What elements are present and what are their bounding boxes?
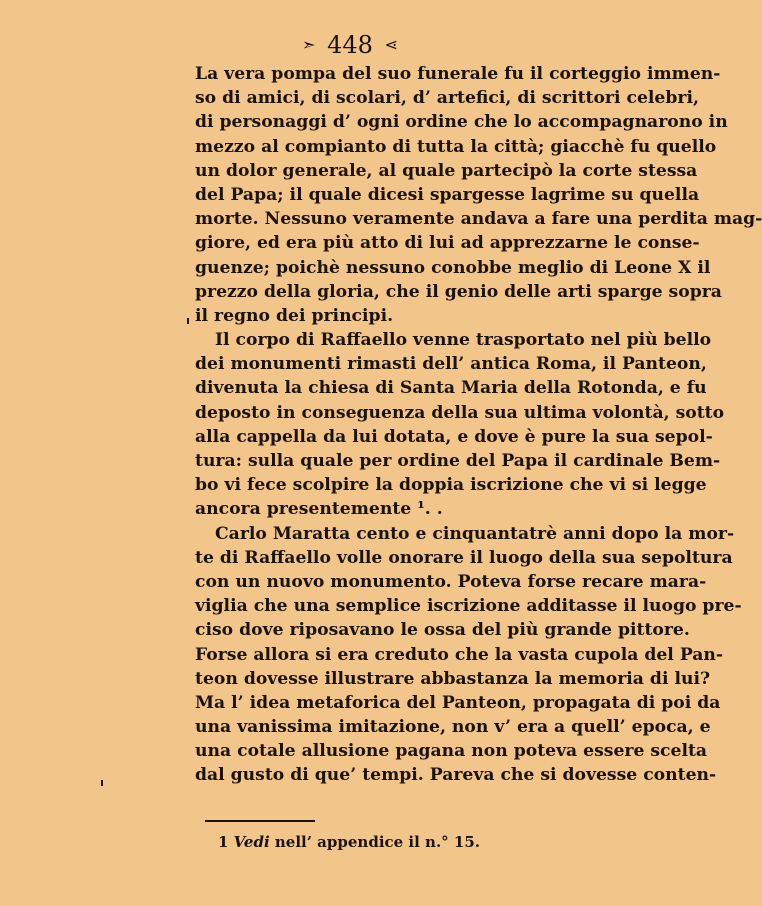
text-line: tura: sulla quale per ordine del Papa il cardinale Bem- bbox=[195, 451, 721, 471]
text-line: guenze; poichè nessuno conobbe meglio di Leone X il bbox=[195, 257, 711, 278]
text-line: il regno dei principi. bbox=[195, 305, 394, 326]
text-line: bo vi fece scolpire la doppia iscrizione che vi si legge bbox=[195, 475, 707, 496]
text-line: una vanissima imitazione, non v’ era a quell’ epoca, e bbox=[195, 717, 711, 738]
text-line: con un nuovo monumento. Poteva forse recare mara- bbox=[195, 571, 707, 592]
footnote-number: 1 bbox=[218, 833, 229, 851]
text-line: di personaggi d’ ogni ordine che lo accompagnarono in bbox=[195, 112, 728, 133]
text-line: giore, ed era più atto di lui ad apprezzarne le conse- bbox=[195, 233, 700, 254]
ornament-left-icon: ➣ bbox=[302, 35, 316, 54]
text-line: del Papa; il quale dicesi spargesse lagrime su quella bbox=[195, 184, 700, 205]
text-line: Il corpo di Raffaello venne trasportato nel più bello bbox=[215, 330, 712, 351]
text-line: mezzo al compianto di tutta la città; giacchè fu quello bbox=[195, 136, 717, 157]
text-line: dal gusto di que’ tempi. Pareva che si dovesse conten- bbox=[195, 765, 717, 786]
text-line: teon dovesse illustrare abbastanza la memoria di lui? bbox=[195, 668, 711, 689]
main-text bbox=[195, 62, 762, 788]
margin-mark bbox=[187, 318, 189, 324]
text-line: alla cappella da lui dotata, e dove è pure la sua sepol- bbox=[195, 426, 713, 447]
text-line: te di Raffaello volle onorare il luogo della sua sepoltura bbox=[195, 547, 733, 568]
text-line: una cotale allusione pagana non poteva essere scelta bbox=[195, 741, 708, 762]
margin-mark bbox=[101, 780, 103, 786]
text-line: un dolor generale, al quale partecipò la corte stessa bbox=[195, 160, 698, 181]
footnote-text: nell’ appendice il n.° 15. bbox=[269, 833, 480, 851]
text-line: prezzo della gloria, che il genio delle arti sparge sopra bbox=[195, 281, 722, 302]
text-line: Carlo Maratta cento e cinquantatrè anni dopo la mor- bbox=[215, 523, 735, 544]
ornament-right-icon: ⋖ bbox=[384, 35, 398, 54]
page-header bbox=[0, 30, 700, 60]
text-line: morte. Nessuno veramente andava a fare una perdita mag- bbox=[195, 209, 762, 230]
footnote-divider bbox=[205, 820, 315, 822]
text-line: so di amici, di scolari, d’ artefici, di scrittori celebri, bbox=[195, 88, 699, 109]
footnote bbox=[218, 832, 480, 852]
text-line: deposto in conseguenza della sua ultima volontà, sotto bbox=[195, 402, 725, 423]
text-line: La vera pompa del suo funerale fu il corteggio immen- bbox=[195, 64, 721, 84]
text-line: Ma l’ idea metaforica del Panteon, propagata di poi da bbox=[195, 692, 721, 713]
text-line: ciso dove riposavano le ossa del più grande pittore. bbox=[195, 620, 690, 641]
text-line: viglia che una semplice iscrizione additasse il luogo pre- bbox=[195, 596, 742, 617]
text-line: dei monumenti rimasti dell’ antica Roma, il Panteon, bbox=[195, 354, 707, 375]
footnote-italic-word: Vedi bbox=[233, 833, 270, 851]
text-line: ancora presentemente ¹. . bbox=[195, 499, 443, 520]
text-line: divenuta la chiesa di Santa Maria della Rotonda, e fu bbox=[195, 378, 707, 399]
page-number: 448 bbox=[327, 31, 373, 59]
text-line: Forse allora si era creduto che la vasta cupola del Pan- bbox=[195, 644, 724, 665]
